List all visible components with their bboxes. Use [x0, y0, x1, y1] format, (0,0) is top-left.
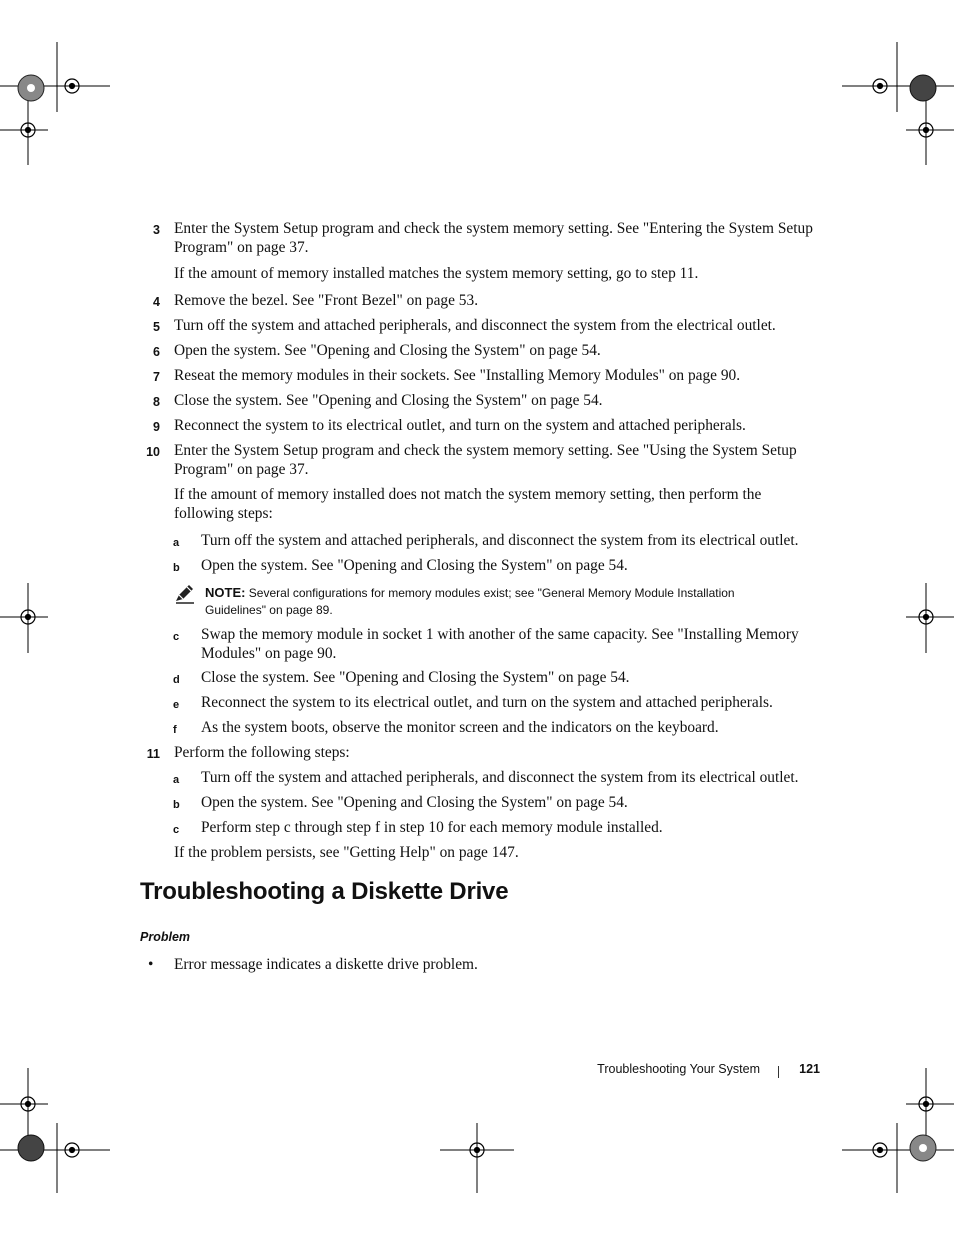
step-text: Enter the System Setup program and check the system memory setting. See "Entering the System Setup Program" on page 37. — [174, 220, 813, 256]
sub-letter: c — [173, 824, 180, 836]
sub-letter: e — [173, 699, 180, 711]
sub-text: Turn off the system and attached peripherals, and disconnect the system from its electrical outlet. — [201, 532, 799, 549]
sub-text: Open the system. See "Opening and Closing the System" on page 54. — [201, 557, 628, 574]
bullet-dot: • — [148, 956, 154, 973]
step-text: Perform the following steps: — [174, 744, 350, 761]
sub-letter: f — [173, 724, 177, 736]
footer-separator — [778, 1066, 779, 1078]
step-number: 6 — [153, 345, 160, 359]
sub-letter: b — [173, 799, 180, 811]
step-number: 8 — [153, 395, 160, 409]
step-number: 9 — [153, 420, 160, 434]
step-number: 10 — [146, 445, 160, 459]
sub-text: Reconnect the system to its electrical outlet, and turn on the system and attached peripherals. — [201, 694, 773, 711]
sub-letter: d — [173, 674, 180, 686]
bullet-text: Error message indicates a diskette drive problem. — [174, 956, 478, 973]
sub-letter: b — [173, 562, 180, 574]
step-number: 5 — [153, 320, 160, 334]
step-number: 11 — [146, 747, 160, 761]
sub-text: Swap the memory module in socket 1 with another of the same capacity. See "Installing Memory Modules" on page 90. — [201, 626, 799, 662]
step-text: Reconnect the system to its electrical outlet, and turn on the system and attached peripherals. — [174, 417, 746, 434]
pencil-note-icon — [174, 584, 196, 604]
step-text: Turn off the system and attached peripherals, and disconnect the system from the electrical outlet. — [174, 317, 776, 334]
problem-heading: Problem — [140, 930, 191, 944]
page-number: 121 — [799, 1062, 820, 1076]
note-label: NOTE: — [205, 585, 246, 600]
step-number: 3 — [153, 223, 160, 237]
step-11-paragraph: If the problem persists, see "Getting Help" on page 147. — [174, 844, 519, 861]
step-text: Remove the bezel. See "Front Bezel" on page 53. — [174, 292, 479, 309]
step-number: 4 — [153, 295, 160, 309]
sub-letter: c — [173, 631, 180, 643]
step-text: Close the system. See "Opening and Closing the System" on page 54. — [174, 392, 603, 409]
step-3 — [140, 219, 820, 259]
section-title: Troubleshooting a Diskette Drive — [140, 878, 509, 905]
sub-text: Close the system. See "Opening and Closing the System" on page 54. — [201, 669, 630, 686]
note-text: Several configurations for memory modules exist; see "General Memory Module Installation Guidelines" on page 89. — [205, 586, 735, 617]
sub-letter: a — [173, 537, 180, 549]
step-text: Enter the System Setup program and check the system memory setting. See "Using the System Setup Program" on page 37. — [174, 442, 797, 478]
sub-text: Turn off the system and attached peripherals, and disconnect the system from its electrical outlet. — [201, 769, 799, 786]
step-text: Open the system. See "Opening and Closing the System" on page 54. — [174, 342, 601, 359]
step-text: Reseat the memory modules in their sockets. See "Installing Memory Modules" on page 90. — [174, 367, 741, 384]
sub-text: Perform step c through step f in step 10 for each memory module installed. — [201, 819, 663, 836]
page-footer — [560, 1062, 820, 1082]
sub-letter: a — [173, 774, 180, 786]
step-number: 7 — [153, 370, 160, 384]
sub-text: Open the system. See "Opening and Closing the System" on page 54. — [201, 794, 628, 811]
step-3-paragraph: If the amount of memory installed matches the system memory setting, go to step 11. — [174, 265, 699, 282]
sub-text: As the system boots, observe the monitor screen and the indicators on the keyboard. — [201, 719, 719, 736]
footer-title: Troubleshooting Your System — [597, 1062, 760, 1076]
step-10-paragraph: If the amount of memory installed does not match the system memory setting, then perform the following steps: — [174, 486, 762, 522]
